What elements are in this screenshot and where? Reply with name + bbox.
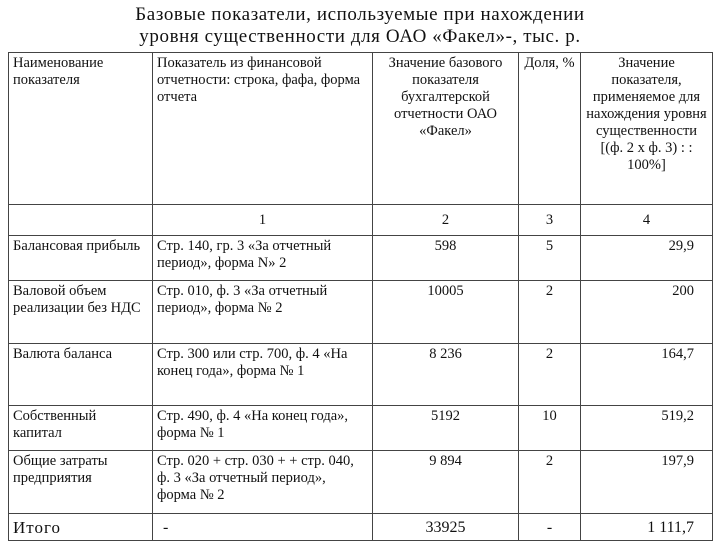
row-applied-value: 200 (581, 281, 713, 344)
row-source: Стр. 140, гр. 3 «За отчетный период», форма N» 2 (153, 236, 373, 281)
table-row (9, 281, 713, 344)
header-source: Показатель из финансовой отчетности: строка, фафа, форма отчета (153, 53, 373, 205)
row-name: Валюта баланса (9, 344, 153, 406)
row-share: 2 (519, 451, 581, 514)
row-name: Собственный капитал (9, 406, 153, 451)
header-base-value: Значение базового показателя бухгалтерской отчетности ОАО «Факел» (373, 53, 519, 205)
row-applied-value: 29,9 (581, 236, 713, 281)
row-share: 5 (519, 236, 581, 281)
header-name: Наименование показателя (9, 53, 153, 205)
total-label: Итого (9, 514, 153, 541)
row-base-value: 10005 (373, 281, 519, 344)
row-applied-value: 164,7 (581, 344, 713, 406)
column-number-0 (9, 205, 153, 236)
title-line-2: уровня существенности для ОАО «Факел»-, тыс. р. (139, 26, 581, 47)
column-number-2: 2 (373, 205, 519, 236)
row-share: 10 (519, 406, 581, 451)
table-title (0, 4, 720, 48)
row-source: Стр. 020 + стр. 030 + + стр. 040, ф. 3 «За отчетный период», форма № 2 (153, 451, 373, 514)
total-share: - (519, 514, 581, 541)
row-applied-value: 197,9 (581, 451, 713, 514)
row-share: 2 (519, 281, 581, 344)
table-row (9, 406, 713, 451)
total-row (9, 514, 713, 541)
column-number-4: 4 (581, 205, 713, 236)
table-row (9, 236, 713, 281)
row-source: Стр. 010, ф. 3 «За отчетный период», форма № 2 (153, 281, 373, 344)
title-line-1: Базовые показатели, используемые при нахождении (135, 4, 585, 25)
row-source: Стр. 300 или стр. 700, ф. 4 «На конец года», форма № 1 (153, 344, 373, 406)
row-name: Балансовая прибыль (9, 236, 153, 281)
row-share: 2 (519, 344, 581, 406)
row-base-value: 9 894 (373, 451, 519, 514)
row-base-value: 8 236 (373, 344, 519, 406)
total-base-value: 33925 (373, 514, 519, 541)
row-base-value: 598 (373, 236, 519, 281)
row-name: Общие затраты предприятия (9, 451, 153, 514)
row-source: Стр. 490, ф. 4 «На конец года», форма № 1 (153, 406, 373, 451)
row-applied-value: 519,2 (581, 406, 713, 451)
total-applied-value: 1 111,7 (581, 514, 713, 541)
column-number-row (9, 205, 713, 236)
header-row (9, 53, 713, 205)
table-row (9, 344, 713, 406)
total-source: - (153, 514, 373, 541)
header-share: Доля, % (519, 53, 581, 205)
row-name: Валовой объем реализации без НДС (9, 281, 153, 344)
column-number-3: 3 (519, 205, 581, 236)
table-row (9, 451, 713, 514)
column-number-1: 1 (153, 205, 373, 236)
row-base-value: 5192 (373, 406, 519, 451)
header-applied-value: Значение показателя, применяемое для нахождения уровня существенности [(ф. 2 х ф. 3) : : 100%] (581, 53, 713, 205)
materiality-table (8, 52, 713, 541)
